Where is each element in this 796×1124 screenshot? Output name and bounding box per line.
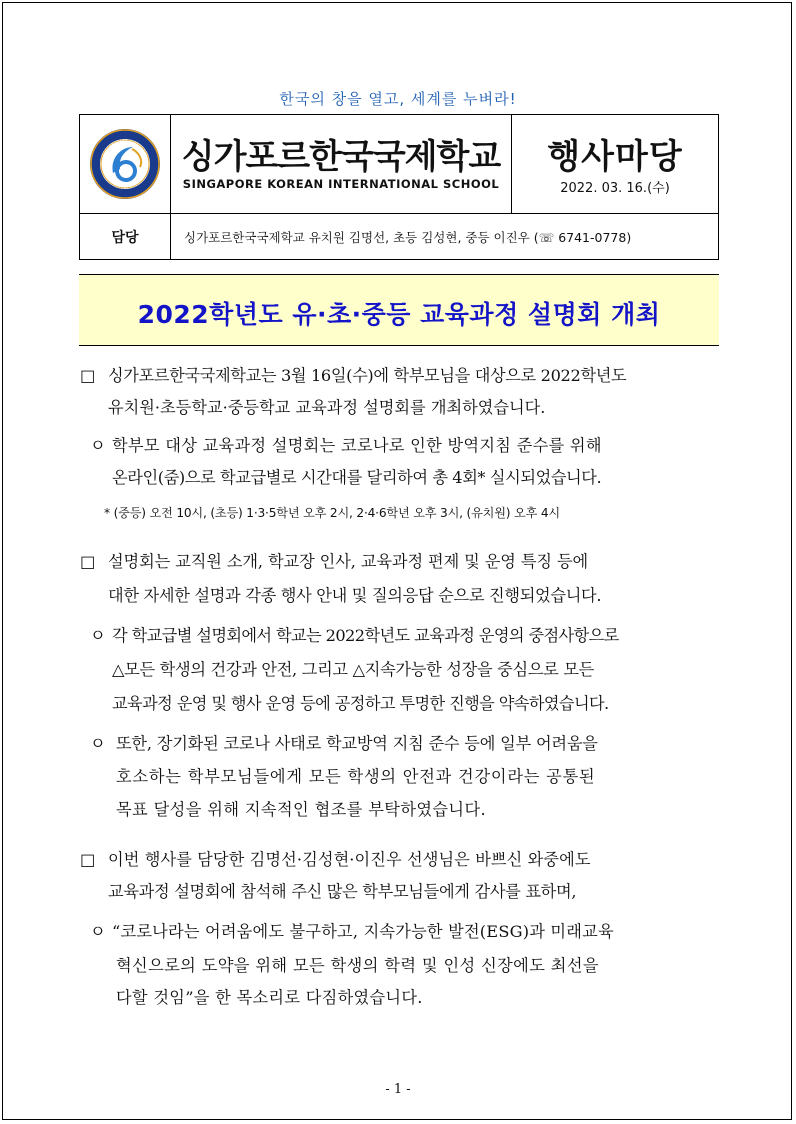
p1-footnote: * (중등) 오전 10시, (초등) 1·3·5학년 오후 2시, 2·4·6학년 오후 3시, (유치원) 오후 4시 (104, 506, 560, 520)
p2-sub1-line-1: 각 학교급별 설명회에서 학교는 2022학년도 교육과정 운영의 중점사항으로 (112, 626, 619, 645)
p2-line-2: 대한 자세한 설명과 각종 행사 안내 및 질의응답 순으로 진행되었습니다. (108, 586, 602, 605)
logo-cell (80, 115, 171, 213)
page-number: - 1 - (385, 1082, 411, 1097)
p3-sub-marker: ㅇ (90, 922, 106, 941)
p3-sub-line-2: 혁신으로의 도약을 위해 모든 학생의 학력 및 인성 신장에도 최선을 (116, 956, 599, 975)
contact-label: 담당 (111, 230, 139, 246)
p1-line-2: 유치원·초등학교·중등학교 교육과정 설명회를 개최하였습니다. (108, 398, 546, 417)
p2-marker: □ (80, 552, 96, 571)
school-emblem-icon (80, 115, 170, 213)
p3-sub-line-3: 다할 것임”을 한 목소리로 다짐하였습니다. (116, 988, 423, 1007)
p3-sub-line-1: “코로나라는 어려움에도 불구하고, 지속가능한 발전(ESG)과 미래교육 (112, 922, 614, 941)
p1-sub-line-2: 온라인(줌)으로 학교급별로 시간대를 달리하여 총 4회* 실시되었습니다. (112, 468, 602, 487)
event-section-title: 행사마당 (547, 137, 683, 177)
p1-sub-marker: ㅇ (90, 436, 106, 455)
header-row-contact (80, 214, 718, 259)
p1-line-1: 싱가포르한국국제학교는 3월 16일(수)에 학부모님을 대상으로 2022학년도 (108, 366, 627, 385)
p2-line-1: 설명회는 교직원 소개, 학교장 인사, 교육과정 편제 및 운영 특징 등에 (108, 552, 589, 571)
p2-sub1-line-2: △모든 학생의 건강과 안전, 그리고 △지속가능한 성장을 중심으로 모든 (112, 660, 595, 679)
p2-sub2-line-2: 호소하는 학부모님들에게 모든 학생의 안전과 건강이라는 공통된 (116, 767, 596, 786)
headline-box (79, 274, 719, 346)
p2-sub2-marker: ㅇ (90, 734, 106, 753)
header-row-main (80, 115, 718, 214)
p3-line-1: 이번 행사를 담당한 김명선·김성현·이진우 선생님은 바쁘신 와중에도 (108, 850, 591, 869)
p1-sub-line-1: 학부모 대상 교육과정 설명회는 코로나로 인한 방역지침 준수를 위해 (112, 436, 602, 455)
p3-marker: □ (80, 850, 96, 869)
p2-sub1-marker: ㅇ (90, 626, 106, 645)
event-cell (512, 115, 718, 213)
p1-marker: □ (80, 366, 96, 385)
school-name-korean: 싱가포르한국국제학교 (181, 137, 501, 177)
contact-label-cell (80, 214, 171, 259)
school-name-cell (171, 115, 512, 213)
p3-line-2: 교육과정 설명회에 참석해 주신 많은 학부모님들에게 감사를 표하며, (108, 882, 577, 901)
event-date: 2022. 03. 16.(수) (560, 181, 670, 196)
school-motto: 한국의 창을 열고, 세계를 누벼라! (279, 90, 517, 108)
p2-sub2-line-1: 또한, 장기화된 코로나 사태로 학교방역 지침 준수 등에 일부 어려움을 (116, 734, 598, 753)
contact-info: 싱가포르한국국제학교 유치원 김명선, 초등 김성현, 중등 이진우 (☏ 6741-0778) (184, 230, 632, 245)
p2-sub2-line-3: 목표 달성을 위해 지속적인 협조를 부탁하였습니다. (116, 800, 487, 819)
p2-sub1-line-3: 교육과정 운영 및 행사 운영 등에 공정하고 투명한 진행을 약속하였습니다. (112, 694, 609, 713)
headline-title: 2022학년도 유·초·중등 교육과정 설명회 개최 (137, 300, 661, 329)
header-table (79, 114, 719, 260)
school-name-english: SINGAPORE KOREAN INTERNATIONAL SCHOOL (182, 177, 500, 191)
